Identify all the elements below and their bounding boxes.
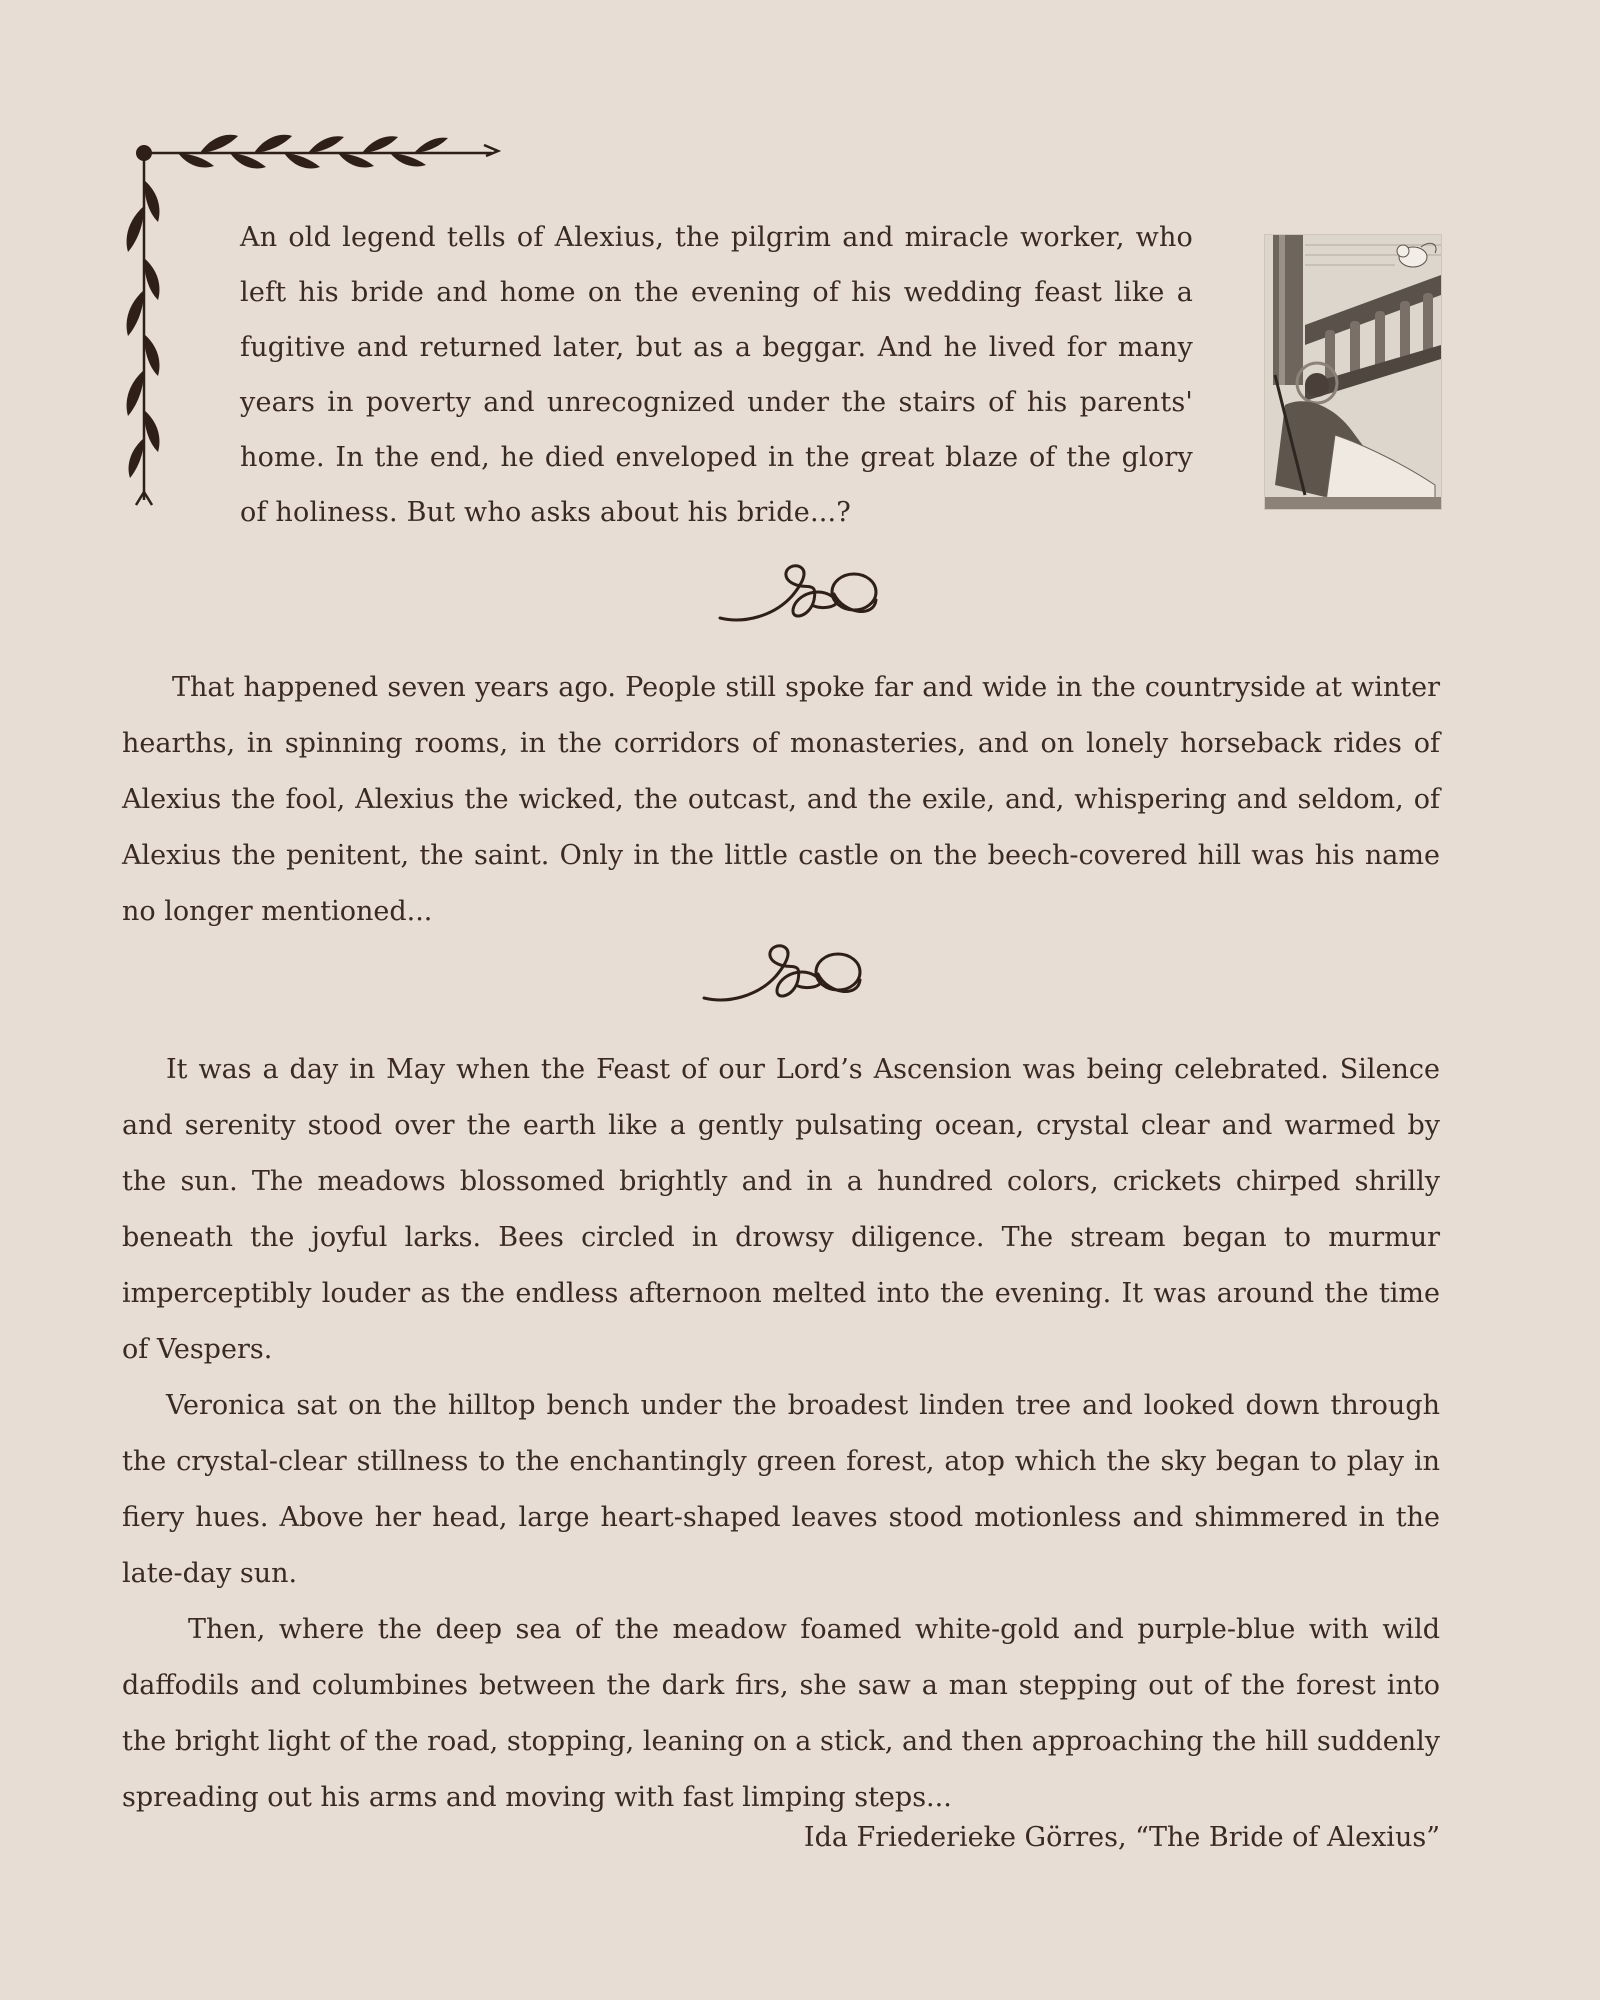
paragraph-seven-years: That happened seven years ago. People still spoke far and wide in the countryside at winter hearths, in spinning rooms, in the corridors of monasteries, and on lonely horseback rides of Alexius the fool, Alexius the wicked, the outcast, and the exile, and, whispering and seldom, of Alexius the penitent, the saint. Only in the little castle on the beech-covered hill was his name no longer mentioned... — [122, 672, 1440, 927]
paragraph-veronica: Veronica sat on the hilltop bench under the broadest linden tree and looked down through the crystal-clear stillness to the enchantingly green forest, atop which the sky began to play in fiery hues. Above her head, large heart-shaped leaves stood motionless and shimmered in the late-day sun. — [122, 1390, 1440, 1589]
paragraph-may-day: It was a day in May when the Feast of our Lord’s Ascension was being celebrated. Silence and serenity stood over the earth like a gently pulsating ocean, crystal clear and warmed by the sun. The meadows blossomed brightly and in a hundred colors, crickets chirped shrilly beneath the joyful larks. Bees circled in drowsy diligence. The stream began to murmur imperceptibly louder as the endless afternoon melted into the evening. It was around the time of Vespers. — [122, 1054, 1440, 1365]
paragraph-man-approaching: Then, where the deep sea of the meadow foamed white-gold and purple-blue with wild daffodils and columbines between the dark firs, she saw a man stepping out of the forest into the bright light of the road, stopping, leaning on a stick, and then approaching the hill suddenly spreading out his arms and moving with fast limping steps... — [122, 1614, 1440, 1813]
intro-paragraph: An old legend tells of Alexius, the pilgrim and miracle worker, who left his bride and home on the evening of his wedding feast like a fugitive and returned later, but as a beggar. And he lived for many years in poverty and unrecognized under the stairs of his parents' home. In the end, he died enveloped in the great blaze of the glory of holiness. But who asks about his bride...? — [240, 222, 1193, 528]
saint-engraving-image — [1264, 234, 1442, 510]
flourish-divider-icon — [714, 556, 884, 636]
flourish-divider-icon — [698, 936, 868, 1016]
story-section — [122, 1042, 1440, 1826]
attribution: Ida Friederieke Görres, “The Bride of Alexius” — [803, 1822, 1440, 1853]
